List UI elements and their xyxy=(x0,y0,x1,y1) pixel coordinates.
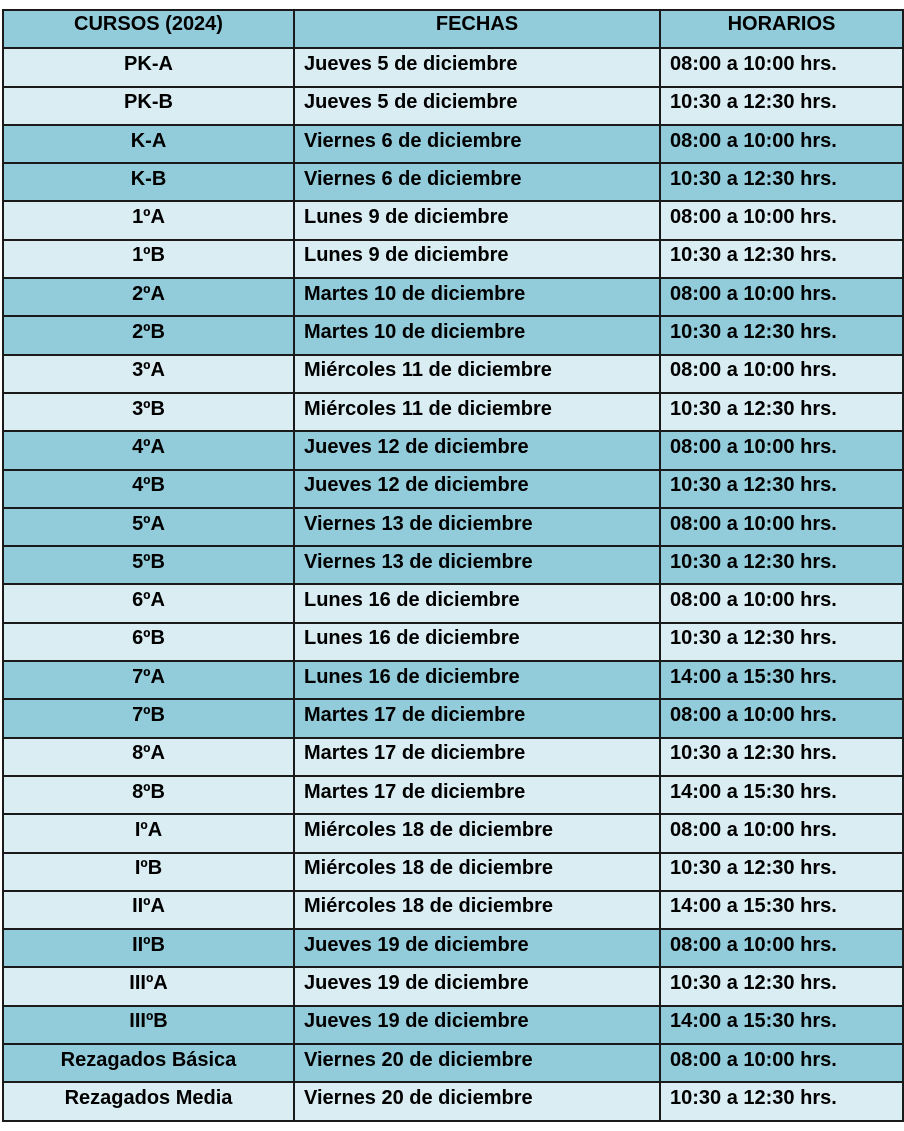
cell-fecha: Jueves 19 de diciembre xyxy=(294,1006,660,1044)
table-row xyxy=(3,316,903,354)
cell-fecha: Viernes 6 de diciembre xyxy=(294,163,660,201)
table-row xyxy=(3,853,903,891)
cell-curso: 5ºA xyxy=(3,508,294,546)
cell-curso: 4ºB xyxy=(3,470,294,508)
cell-horario: 08:00 a 10:00 hrs. xyxy=(660,814,903,852)
table-row xyxy=(3,661,903,699)
cell-horario: 10:30 a 12:30 hrs. xyxy=(660,470,903,508)
table-row xyxy=(3,48,903,86)
table-row xyxy=(3,967,903,1005)
table-row xyxy=(3,355,903,393)
cell-curso: 3ºB xyxy=(3,393,294,431)
cell-fecha: Jueves 12 de diciembre xyxy=(294,470,660,508)
cell-horario: 08:00 a 10:00 hrs. xyxy=(660,699,903,737)
cell-curso: IIIºA xyxy=(3,967,294,1005)
schedule-table xyxy=(2,9,904,1122)
cell-curso: PK-B xyxy=(3,87,294,125)
cell-fecha: Miércoles 18 de diciembre xyxy=(294,814,660,852)
table-row xyxy=(3,738,903,776)
cell-curso: PK-A xyxy=(3,48,294,86)
cell-horario: 10:30 a 12:30 hrs. xyxy=(660,240,903,278)
table-row xyxy=(3,240,903,278)
cell-fecha: Jueves 12 de diciembre xyxy=(294,431,660,469)
table-row xyxy=(3,508,903,546)
table-row xyxy=(3,546,903,584)
cell-fecha: Jueves 5 de diciembre xyxy=(294,48,660,86)
cell-horario: 08:00 a 10:00 hrs. xyxy=(660,584,903,622)
cell-horario: 14:00 a 15:30 hrs. xyxy=(660,661,903,699)
cell-horario: 08:00 a 10:00 hrs. xyxy=(660,201,903,239)
table-row xyxy=(3,776,903,814)
cell-curso: 2ºA xyxy=(3,278,294,316)
cell-curso: IIIºB xyxy=(3,1006,294,1044)
cell-fecha: Lunes 9 de diciembre xyxy=(294,240,660,278)
table-row xyxy=(3,929,903,967)
table-row xyxy=(3,393,903,431)
table-row xyxy=(3,470,903,508)
table-row xyxy=(3,431,903,469)
cell-fecha: Miércoles 18 de diciembre xyxy=(294,891,660,929)
cell-fecha: Viernes 13 de diciembre xyxy=(294,508,660,546)
table-row xyxy=(3,814,903,852)
cell-fecha: Lunes 16 de diciembre xyxy=(294,661,660,699)
table-row xyxy=(3,163,903,201)
cell-curso: K-A xyxy=(3,125,294,163)
cell-horario: 08:00 a 10:00 hrs. xyxy=(660,929,903,967)
cell-curso: 4ºA xyxy=(3,431,294,469)
cell-horario: 14:00 a 15:30 hrs. xyxy=(660,891,903,929)
cell-horario: 10:30 a 12:30 hrs. xyxy=(660,87,903,125)
cell-curso: IIºA xyxy=(3,891,294,929)
cell-fecha: Miércoles 11 de diciembre xyxy=(294,393,660,431)
cell-curso: 6ºB xyxy=(3,623,294,661)
cell-fecha: Martes 10 de diciembre xyxy=(294,316,660,354)
cell-fecha: Jueves 19 de diciembre xyxy=(294,929,660,967)
cell-horario: 08:00 a 10:00 hrs. xyxy=(660,125,903,163)
cell-horario: 10:30 a 12:30 hrs. xyxy=(660,738,903,776)
cell-fecha: Lunes 16 de diciembre xyxy=(294,623,660,661)
cell-fecha: Viernes 6 de diciembre xyxy=(294,125,660,163)
cell-horario: 10:30 a 12:30 hrs. xyxy=(660,316,903,354)
cell-curso: K-B xyxy=(3,163,294,201)
cell-horario: 10:30 a 12:30 hrs. xyxy=(660,393,903,431)
cell-fecha: Viernes 20 de diciembre xyxy=(294,1044,660,1082)
cell-fecha: Viernes 13 de diciembre xyxy=(294,546,660,584)
table-row xyxy=(3,1082,903,1120)
cell-fecha: Martes 17 de diciembre xyxy=(294,738,660,776)
cell-horario: 10:30 a 12:30 hrs. xyxy=(660,1082,903,1120)
cell-fecha: Viernes 20 de diciembre xyxy=(294,1082,660,1120)
cell-curso: Rezagados Básica xyxy=(3,1044,294,1082)
cell-fecha: Lunes 9 de diciembre xyxy=(294,201,660,239)
cell-curso: 8ºB xyxy=(3,776,294,814)
cell-curso: 1ºA xyxy=(3,201,294,239)
cell-curso: 7ºB xyxy=(3,699,294,737)
header-horarios: HORARIOS xyxy=(660,10,903,48)
table-row xyxy=(3,201,903,239)
cell-fecha: Miércoles 11 de diciembre xyxy=(294,355,660,393)
cell-horario: 08:00 a 10:00 hrs. xyxy=(660,278,903,316)
table-row xyxy=(3,278,903,316)
cell-curso: IºA xyxy=(3,814,294,852)
header-cursos: CURSOS (2024) xyxy=(3,10,294,48)
cell-horario: 08:00 a 10:00 hrs. xyxy=(660,355,903,393)
table-row xyxy=(3,699,903,737)
cell-horario: 10:30 a 12:30 hrs. xyxy=(660,546,903,584)
cell-horario: 14:00 a 15:30 hrs. xyxy=(660,776,903,814)
cell-curso: 3ºA xyxy=(3,355,294,393)
cell-curso: 8ºA xyxy=(3,738,294,776)
cell-horario: 08:00 a 10:00 hrs. xyxy=(660,508,903,546)
cell-curso: IºB xyxy=(3,853,294,891)
cell-curso: Rezagados Media xyxy=(3,1082,294,1120)
cell-curso: IIºB xyxy=(3,929,294,967)
cell-horario: 08:00 a 10:00 hrs. xyxy=(660,1044,903,1082)
cell-fecha: Martes 10 de diciembre xyxy=(294,278,660,316)
cell-curso: 5ºB xyxy=(3,546,294,584)
cell-horario: 10:30 a 12:30 hrs. xyxy=(660,623,903,661)
cell-horario: 10:30 a 12:30 hrs. xyxy=(660,967,903,1005)
table-row xyxy=(3,584,903,622)
header-fechas: FECHAS xyxy=(294,10,660,48)
cell-horario: 14:00 a 15:30 hrs. xyxy=(660,1006,903,1044)
cell-fecha: Miércoles 18 de diciembre xyxy=(294,853,660,891)
table-row xyxy=(3,125,903,163)
cell-horario: 10:30 a 12:30 hrs. xyxy=(660,163,903,201)
table-row xyxy=(3,87,903,125)
table-row xyxy=(3,1044,903,1082)
cell-fecha: Lunes 16 de diciembre xyxy=(294,584,660,622)
table-row xyxy=(3,623,903,661)
table-body xyxy=(3,48,903,1120)
cell-curso: 1ºB xyxy=(3,240,294,278)
table-row xyxy=(3,1006,903,1044)
cell-fecha: Jueves 5 de diciembre xyxy=(294,87,660,125)
cell-fecha: Martes 17 de diciembre xyxy=(294,699,660,737)
table-header-row xyxy=(3,10,903,48)
cell-horario: 08:00 a 10:00 hrs. xyxy=(660,48,903,86)
cell-curso: 2ºB xyxy=(3,316,294,354)
cell-curso: 7ºA xyxy=(3,661,294,699)
cell-fecha: Martes 17 de diciembre xyxy=(294,776,660,814)
table-row xyxy=(3,891,903,929)
cell-fecha: Jueves 19 de diciembre xyxy=(294,967,660,1005)
cell-curso: 6ºA xyxy=(3,584,294,622)
cell-horario: 08:00 a 10:00 hrs. xyxy=(660,431,903,469)
cell-horario: 10:30 a 12:30 hrs. xyxy=(660,853,903,891)
